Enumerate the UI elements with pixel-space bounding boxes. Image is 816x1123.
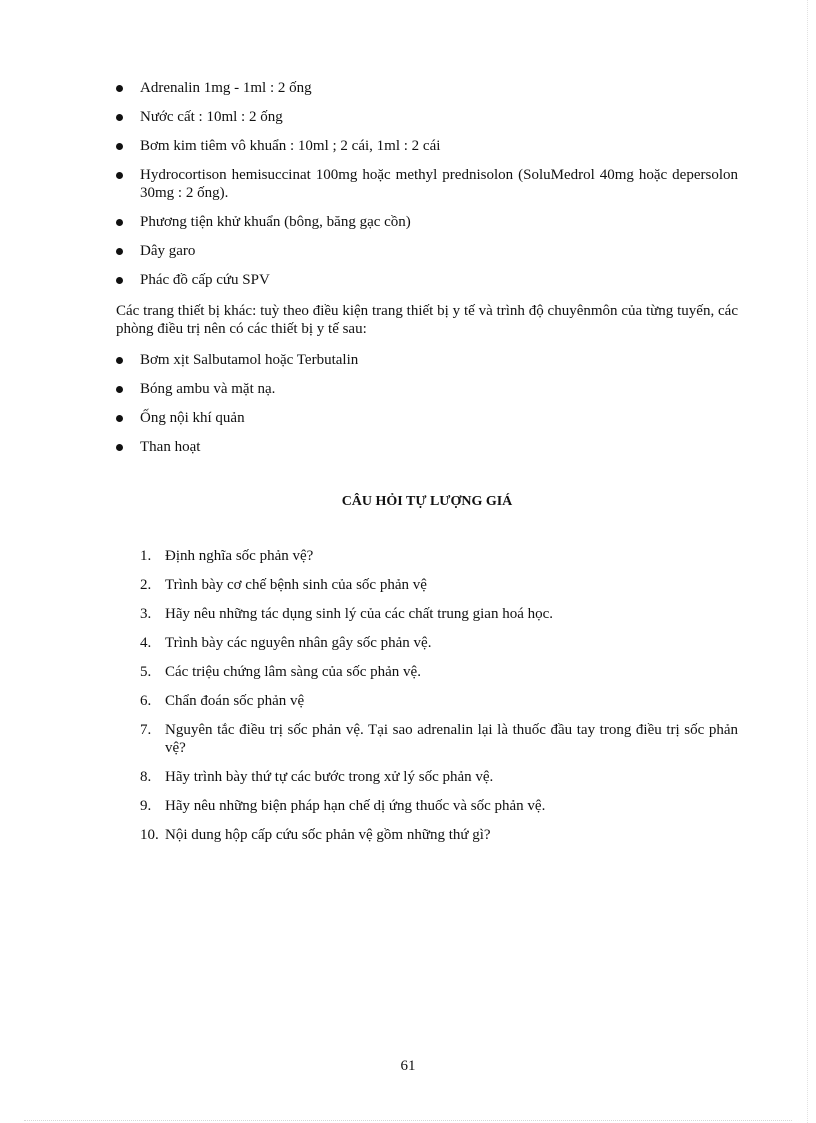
bullet-icon	[116, 219, 123, 226]
list-item-text: Than hoạt	[140, 439, 201, 455]
questions-list	[140, 547, 738, 855]
bullet-icon	[116, 143, 123, 150]
question-number: 9.	[140, 798, 152, 814]
list-item	[116, 108, 738, 137]
question-number: 7.	[140, 722, 152, 738]
list-item	[116, 166, 738, 213]
list-item	[116, 409, 738, 438]
question-text: Trình bày các nguyên nhân gây sốc phản vệ.	[165, 635, 432, 651]
bullet-icon	[116, 415, 123, 422]
question-text: Hãy nêu những tác dụng sinh lý của các chất trung gian hoá học.	[165, 606, 554, 622]
question-number: 10.	[140, 827, 159, 843]
list-item-text: Nước cất : 10ml : 2 ống	[140, 109, 283, 125]
bullet-icon	[116, 85, 123, 92]
question-text: Hãy trình bày thứ tự các bước trong xử lý sốc phản vệ.	[165, 769, 494, 785]
other-equipment-list	[116, 351, 738, 467]
list-item-text: Dây garo	[140, 243, 196, 259]
question-number: 1.	[140, 548, 152, 564]
question-item	[140, 692, 738, 721]
question-number: 2.	[140, 577, 152, 593]
question-text: Các triệu chứng lâm sàng của sốc phản vệ.	[165, 664, 421, 680]
question-number: 8.	[140, 769, 152, 785]
side-divider	[807, 0, 808, 1123]
bullet-icon	[116, 277, 123, 284]
question-text: Chẩn đoán sốc phản vệ	[165, 693, 305, 709]
section-heading: CÂU HỎI TỰ LƯỢNG GIÁ	[341, 494, 513, 509]
question-number: 4.	[140, 635, 152, 651]
bullet-icon	[116, 114, 123, 121]
bullet-icon	[116, 357, 123, 364]
bullet-icon	[116, 248, 123, 255]
bullet-icon	[116, 386, 123, 393]
question-text: Nội dung hộp cấp cứu sốc phản vệ gồm những thứ gì?	[165, 827, 491, 843]
list-item-text: Adrenalin 1mg - 1ml : 2 ống	[140, 80, 312, 96]
list-item	[116, 271, 738, 300]
list-item-text: Phác đồ cấp cứu SPV	[140, 272, 270, 288]
other-equipment-paragraph: Các trang thiết bị khác: tuỳ theo điều kiện trang thiết bị y tế và trình độ chuyênmôn của từng tuyến, các phòng điều trị nên có các thiết bị y tế sau:	[116, 303, 738, 337]
question-item	[140, 576, 738, 605]
question-number: 3.	[140, 606, 152, 622]
list-item-text: Phương tiện khử khuẩn (bông, băng gạc cồn)	[140, 214, 411, 230]
list-item-text: Bơm kim tiêm vô khuẩn : 10ml ; 2 cái, 1ml : 2 cái	[140, 138, 441, 154]
question-number: 5.	[140, 664, 152, 680]
question-item	[140, 826, 738, 855]
list-item-text: Bơm xịt Salbutamol hoặc Terbutalin	[140, 352, 359, 368]
list-item	[116, 242, 738, 271]
question-item	[140, 663, 738, 692]
question-text: Định nghĩa sốc phản vệ?	[165, 548, 314, 564]
question-item	[140, 721, 738, 768]
question-item	[140, 768, 738, 797]
list-item	[116, 213, 738, 242]
list-item-text: Ống nội khí quản	[140, 410, 245, 426]
list-item	[116, 79, 738, 108]
list-item-text: Bóng ambu và mặt nạ.	[140, 381, 276, 397]
list-item-text: Hydrocortison hemisuccinat 100mg hoặc methyl prednisolon (SoluMedrol 40mg hoặc depersolon 30mg : 2 ống).	[140, 167, 738, 201]
list-item	[116, 137, 738, 166]
question-text: Nguyên tắc điều trị sốc phản vệ. Tại sao adrenalin lại là thuốc đầu tay trong điều trị sốc phản vệ?	[165, 722, 738, 756]
question-text: Trình bày cơ chế bệnh sinh của sốc phản vệ	[165, 577, 427, 593]
question-text: Hãy nêu những biện pháp hạn chế dị ứng thuốc và sốc phản vệ.	[165, 798, 546, 814]
bullet-icon	[116, 444, 123, 451]
bullet-icon	[116, 172, 123, 179]
list-item	[116, 438, 738, 467]
question-number: 6.	[140, 693, 152, 709]
page-number: 61	[400, 1058, 416, 1074]
question-item	[140, 634, 738, 663]
bottom-divider	[24, 1120, 792, 1121]
question-item	[140, 547, 738, 576]
question-item	[140, 605, 738, 634]
question-item	[140, 797, 738, 826]
list-item	[116, 380, 738, 409]
list-item	[116, 351, 738, 380]
equipment-list	[116, 79, 738, 300]
